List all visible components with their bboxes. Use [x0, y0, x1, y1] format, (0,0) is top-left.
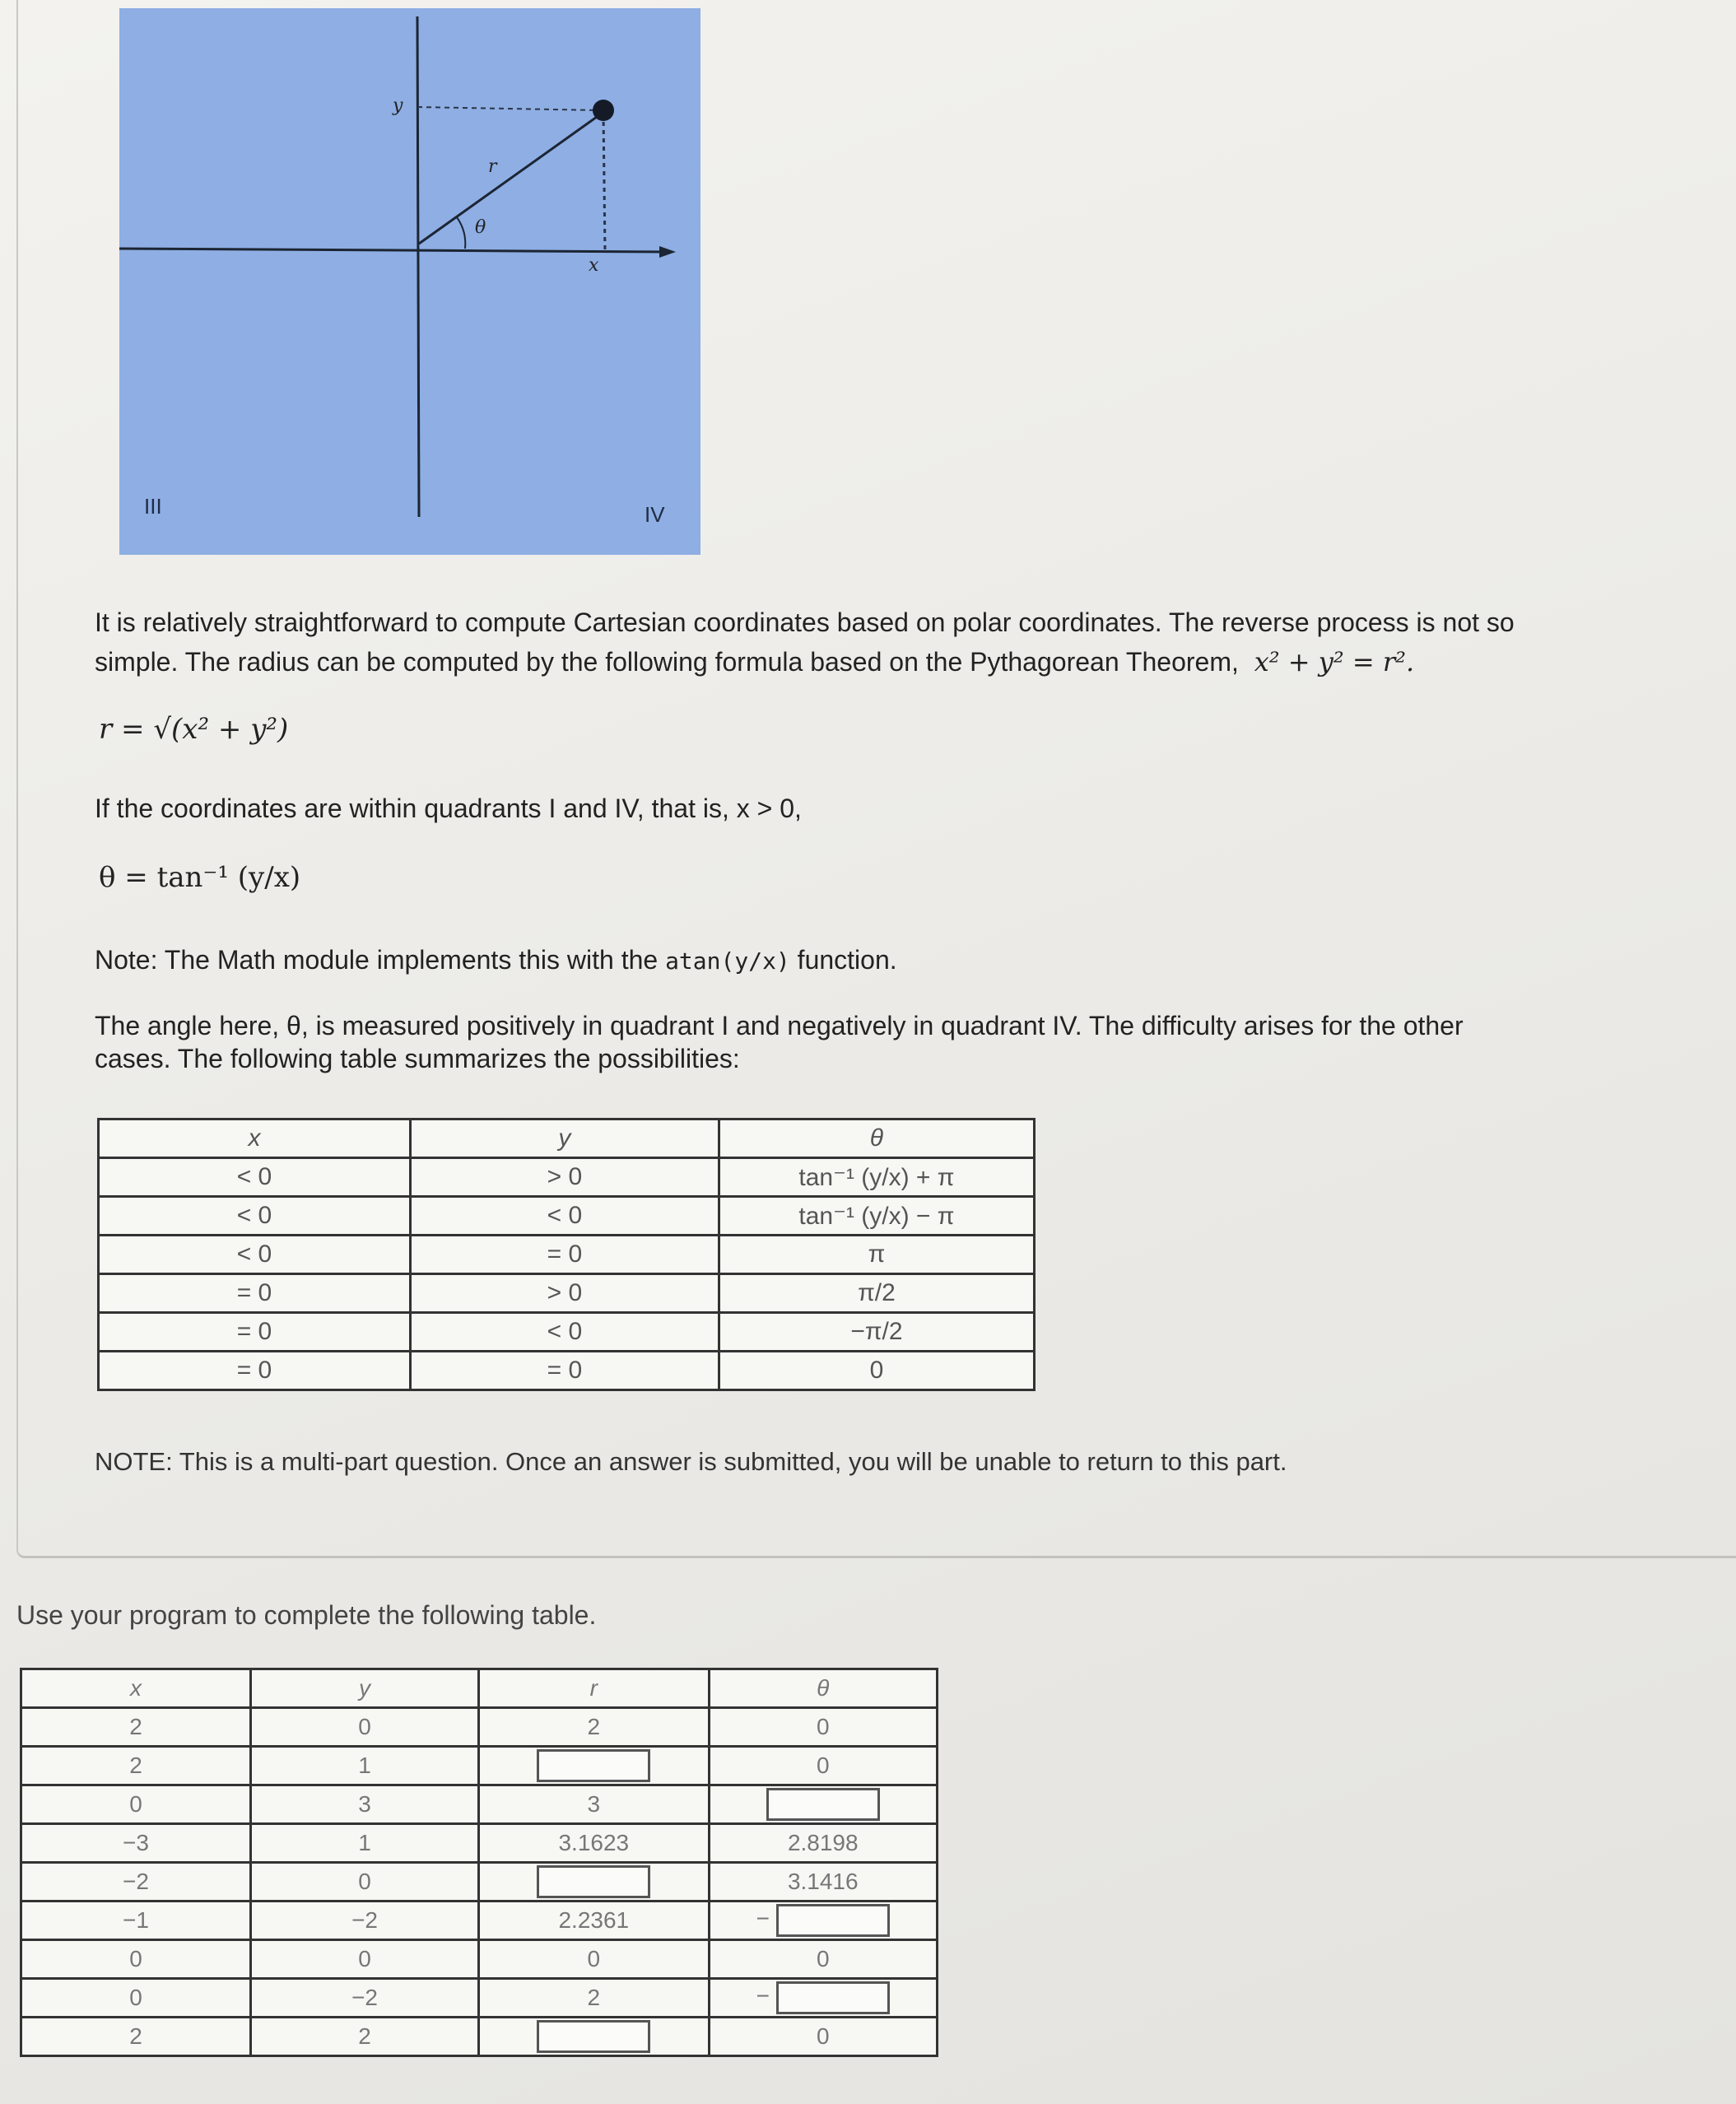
- answer-cell-r: 0: [479, 1940, 709, 1979]
- radius-formula: r = √(x² + y²): [99, 713, 289, 746]
- radius-label: r: [488, 156, 497, 177]
- table-row: [99, 1158, 1035, 1197]
- answer-cell-theta: [709, 1747, 937, 1785]
- cases-cell-x: < 0: [99, 1236, 411, 1274]
- angle-arc: [457, 217, 465, 249]
- answer-cell-x: 2: [21, 2018, 251, 2056]
- cases-cell-theta: −π/2: [719, 1313, 1034, 1352]
- table-row: [21, 1747, 938, 1785]
- cases-cell-y: = 0: [410, 1236, 719, 1274]
- theta-value: 0: [816, 2023, 830, 2049]
- answer-cell-theta: [709, 2018, 937, 2056]
- table-row: [99, 1197, 1035, 1236]
- answer-cell-r: 2: [479, 1708, 709, 1747]
- cases-table: [97, 1118, 1036, 1391]
- pythagoras-formula: x² + y² = r².: [1254, 646, 1415, 677]
- intro-line-2: [95, 645, 1414, 678]
- cases-cell-y: > 0: [410, 1158, 719, 1197]
- x-projection: [603, 114, 605, 252]
- cases-cell-theta: tan⁻¹ (y/x) + π: [719, 1158, 1034, 1197]
- quadrant-iii-label: III: [144, 494, 162, 519]
- cases-header-x: x: [99, 1119, 411, 1158]
- answer-header-x: x: [21, 1669, 251, 1708]
- answer-cell-x: 2: [21, 1747, 251, 1785]
- x-axis: [119, 249, 668, 252]
- polar-diagram-svg: [119, 8, 700, 555]
- quadrant-iv-label: IV: [645, 502, 665, 527]
- answer-cell-y: −2: [251, 1902, 479, 1940]
- cases-table-header: [99, 1119, 1035, 1158]
- answer-cell-r: 2.2361: [479, 1902, 709, 1940]
- cases-cell-x: = 0: [99, 1313, 411, 1352]
- theta-formula: θ = tan⁻¹ (y/x): [99, 861, 301, 894]
- table-row: [21, 1708, 938, 1747]
- answer-cell-y: 3: [251, 1785, 479, 1824]
- theta-value: 0: [816, 1753, 830, 1778]
- theta-value: 0: [816, 1714, 830, 1739]
- answer-cell-theta: [709, 1979, 937, 2018]
- answer-cell-r: [479, 1863, 709, 1902]
- table-row: [21, 1863, 938, 1902]
- answer-cell-y: 2: [251, 2018, 479, 2056]
- theta-answer-input[interactable]: [776, 1904, 890, 1937]
- multipart-note: NOTE: This is a multi-part question. Once an answer is submitted, you will be unable to return to this part.: [95, 1447, 1287, 1476]
- answer-cell-x: 2: [21, 1708, 251, 1747]
- answer-cell-theta: [709, 1785, 937, 1824]
- theta-value: 3.1416: [787, 1869, 859, 1894]
- angle-label: θ: [475, 217, 486, 238]
- answer-cell-r: 2: [479, 1979, 709, 2018]
- answer-cell-y: 0: [251, 1708, 479, 1747]
- answer-cell-x: 0: [21, 1940, 251, 1979]
- y-axis-label: y: [393, 95, 403, 116]
- table-row: [99, 1313, 1035, 1352]
- math-note-prefix: Note: The Math module implements this with the: [95, 945, 659, 975]
- intro-line-2-text: simple. The radius can be computed by the following formula based on the Pythagorean Theorem,: [95, 647, 1239, 677]
- answer-cell-r: 3: [479, 1785, 709, 1824]
- table-row: [99, 1352, 1035, 1390]
- table-row: [21, 2018, 938, 2056]
- table-row: [21, 1902, 938, 1940]
- answer-header-r: r: [479, 1669, 709, 1708]
- answer-cell-x: −2: [21, 1863, 251, 1902]
- answer-table-header: [21, 1669, 938, 1708]
- answer-header-y: y: [251, 1669, 479, 1708]
- cases-cell-theta: 0: [719, 1352, 1034, 1390]
- answer-cell-r: [479, 2018, 709, 2056]
- answer-cell-theta: [709, 1863, 937, 1902]
- math-note-suffix: function.: [797, 945, 897, 975]
- cases-cell-y: = 0: [410, 1352, 719, 1390]
- answer-cell-y: −2: [251, 1979, 479, 2018]
- math-note-code: atan(y/x): [665, 947, 790, 975]
- angle-text-line-1: The angle here, θ, is measured positively in quadrant I and negatively in quadrant IV. The difficulty arises for the other: [95, 1011, 1464, 1040]
- cases-cell-y: < 0: [410, 1313, 719, 1352]
- r-answer-input[interactable]: [537, 1865, 650, 1898]
- cases-cell-x: < 0: [99, 1158, 411, 1197]
- answer-cell-x: −3: [21, 1824, 251, 1863]
- math-module-note: [95, 943, 897, 978]
- answer-cell-theta: [709, 1708, 937, 1747]
- answer-cell-x: 0: [21, 1979, 251, 2018]
- answer-cell-x: 0: [21, 1785, 251, 1824]
- theta-answer-input[interactable]: [776, 1981, 890, 2014]
- table-row: [99, 1236, 1035, 1274]
- answer-cell-r: 3.1623: [479, 1824, 709, 1863]
- cases-cell-x: < 0: [99, 1197, 411, 1236]
- theta-answer-input[interactable]: [766, 1788, 880, 1821]
- answer-table: [20, 1668, 938, 2057]
- table-row: [21, 1979, 938, 2018]
- angle-text-line-2: cases. The following table summarizes the possibilities:: [95, 1044, 740, 1073]
- cases-cell-y: > 0: [410, 1274, 719, 1313]
- quadrant-text: If the coordinates are within quadrants I and IV, that is, x > 0,: [95, 794, 802, 823]
- table-row: [21, 1785, 938, 1824]
- y-axis: [417, 16, 419, 517]
- answer-cell-y: 0: [251, 1940, 479, 1979]
- point-marker: [593, 100, 614, 121]
- answer-cell-y: 0: [251, 1863, 479, 1902]
- answer-header-theta: θ: [709, 1669, 937, 1708]
- answer-cell-theta: [709, 1824, 937, 1863]
- table-row: [21, 1824, 938, 1863]
- theta-sign: −: [756, 1983, 770, 2009]
- polar-diagram: [119, 8, 700, 555]
- r-answer-input[interactable]: [537, 1749, 650, 1782]
- theta-value: 2.8198: [787, 1830, 859, 1855]
- answer-cell-y: 1: [251, 1747, 479, 1785]
- cases-cell-theta: π: [719, 1236, 1034, 1274]
- theta-value: 0: [816, 1946, 830, 1971]
- table-row: [21, 1940, 938, 1979]
- radius-line: [419, 117, 597, 244]
- answer-cell-y: 1: [251, 1824, 479, 1863]
- cases-cell-x: = 0: [99, 1274, 411, 1313]
- x-axis-arrow: [659, 246, 676, 258]
- answer-cell-r: [479, 1747, 709, 1785]
- r-answer-input[interactable]: [537, 2020, 650, 2053]
- theta-sign: −: [756, 1906, 770, 1932]
- intro-line-1: It is relatively straightforward to compute Cartesian coordinates based on polar coordinates. The reverse process is not so: [95, 607, 1515, 637]
- cases-cell-theta: tan⁻¹ (y/x) − π: [719, 1197, 1034, 1236]
- cases-header-theta: θ: [719, 1119, 1034, 1158]
- answer-cell-theta: [709, 1902, 937, 1940]
- cases-cell-theta: π/2: [719, 1274, 1034, 1313]
- answer-cell-x: −1: [21, 1902, 251, 1940]
- cases-header-y: y: [410, 1119, 719, 1158]
- table-prompt: Use your program to complete the following table.: [16, 1600, 597, 1630]
- y-projection: [417, 107, 600, 110]
- cases-cell-y: < 0: [410, 1197, 719, 1236]
- answer-cell-theta: [709, 1940, 937, 1979]
- cases-cell-x: = 0: [99, 1352, 411, 1390]
- table-row: [99, 1274, 1035, 1313]
- x-axis-label: x: [589, 255, 599, 276]
